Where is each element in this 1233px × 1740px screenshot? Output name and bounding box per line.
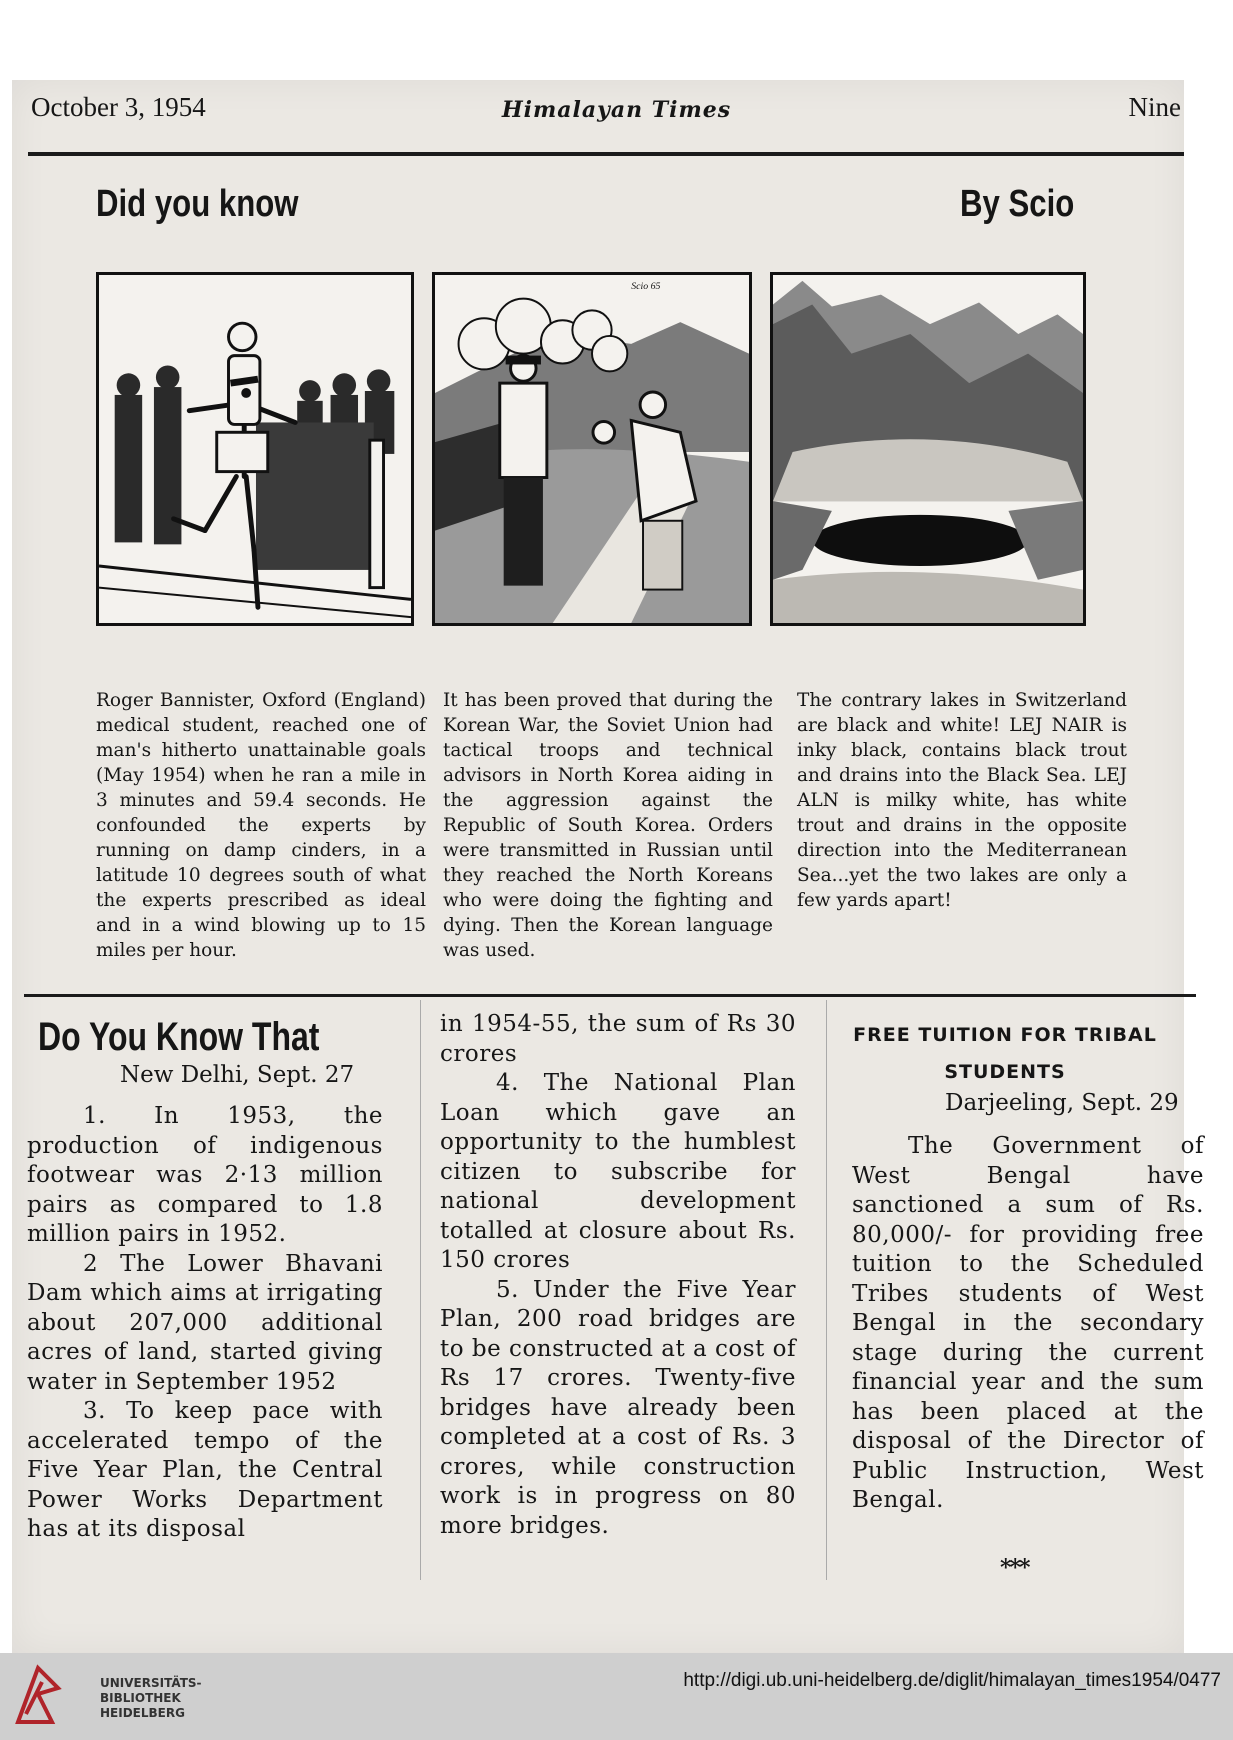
cartoon-panel-runner — [96, 272, 414, 626]
article-paragraph: 3. To keep pace with accelerated tempo of the Five Year Plan, the Central Power Works Department has at its disposal — [27, 1398, 383, 1542]
article-paragraph: 1. In 1953, the production of indigenous footwear was 2·13 million pairs as compared to 1.8 million pairs in 1952. — [27, 1103, 383, 1247]
caption-korea: It has been proved that during the Korean War, the Soviet Union had tactical troops and technical advisors in North Korea aiding in the aggression against the Republic of South Korea. Orders were transmitted in Russian until they reached the North Koreans who were doing the fighting and dying. Then the Korean language was used. — [443, 690, 773, 961]
caption-bannister: Roger Bannister, Oxford (England) medical student, reached one of man's hitherto unattainable goals (May 1954) when he ran a mile in 3 minutes and 59.4 seconds. He confounded the experts by running on damp cinders, in a latitude 10 degrees south of what the experts prescribed as ideal and in a wind blowing up to 15 miles per hour. — [96, 690, 426, 961]
article-paragraph: 4. The National Plan Loan which gave an opportunity to the humblest citizen to subscribe for national development totalled at closure about Rs. 150 crores — [440, 1070, 796, 1273]
column-rule-2 — [826, 1000, 827, 1580]
library-name-line: UNIVERSITÄTS- — [100, 1676, 202, 1690]
cartoon-panel-lakes — [770, 272, 1086, 626]
article-paragraph: 5. Under the Five Year Plan, 200 road bridges are to be constructed at a cost of Rs 17 crores. Twenty-five bridges have already been completed at a cost of Rs. 3 crores, while construction work is in progress on 80 more bridges. — [440, 1276, 796, 1539]
newspaper-title: Himalayan Times — [501, 97, 732, 123]
panel-signature: Scio 65 — [631, 280, 661, 292]
library-logo-icon — [14, 1664, 62, 1726]
article-dateline-darjeeling: Darjeeling, Sept. 29 — [945, 1090, 1179, 1116]
library-name — [100, 1676, 202, 1721]
feature-title: Did you know — [96, 183, 299, 225]
article-title-line: FREE TUITION FOR TRIBAL — [853, 1024, 1157, 1046]
article-paragraph: in 1954-55, the sum of Rs 30 crores — [440, 1011, 796, 1067]
article-paragraph: 2 The Lower Bhavani Dam which aims at irrigating about 207,000 additional acres of land, started giving water in September 1952 — [27, 1250, 383, 1395]
issue-date: October 3, 1954 — [31, 92, 206, 122]
article-title-free-tuition — [850, 1017, 1160, 1091]
column-rule-1 — [420, 1000, 421, 1580]
end-mark: *** — [1000, 1555, 1029, 1581]
article-two-column — [852, 1132, 1204, 1516]
caption-lakes: The contrary lakes in Switzerland are black and white! LEJ NAIR is inky black, contains black trout and drains into the Black Sea. LEJ ALN is milky white, has white trout and drains in the opposite direction into the Mediterranean Sea...yet the two lakes are only a few yards apart! — [797, 690, 1127, 911]
cartoon-panel-korea — [432, 272, 752, 626]
masthead-rule — [28, 152, 1184, 156]
library-name-line: BIBLIOTHEK — [100, 1691, 181, 1705]
section-rule — [24, 994, 1196, 997]
article-title-do-you-know-that: Do You Know That — [38, 1015, 320, 1059]
source-url-link[interactable]: http://digi.ub.uni-heidelberg.de/diglit/himalayan_times1954/0477 — [683, 1670, 1221, 1691]
feature-byline: By Scio — [960, 183, 1075, 225]
article-one-column-2 — [440, 1010, 796, 1541]
article-paragraph: The Government of West Bengal have sanctioned a sum of Rs. 80,000/- for providing free tuition to the Scheduled Tribes students of West Bengal in the secondary stage during the current financial year and the sum has been placed at the disposal of the Director of Public Instruction, West Bengal. — [852, 1133, 1204, 1513]
article-dateline-new-delhi: New Delhi, Sept. 27 — [120, 1062, 355, 1088]
page-number: Nine — [1128, 92, 1181, 122]
article-title-line: STUDENTS — [944, 1061, 1066, 1083]
article-one-column-1 — [27, 1102, 383, 1545]
library-name-line: HEIDELBERG — [100, 1706, 185, 1720]
